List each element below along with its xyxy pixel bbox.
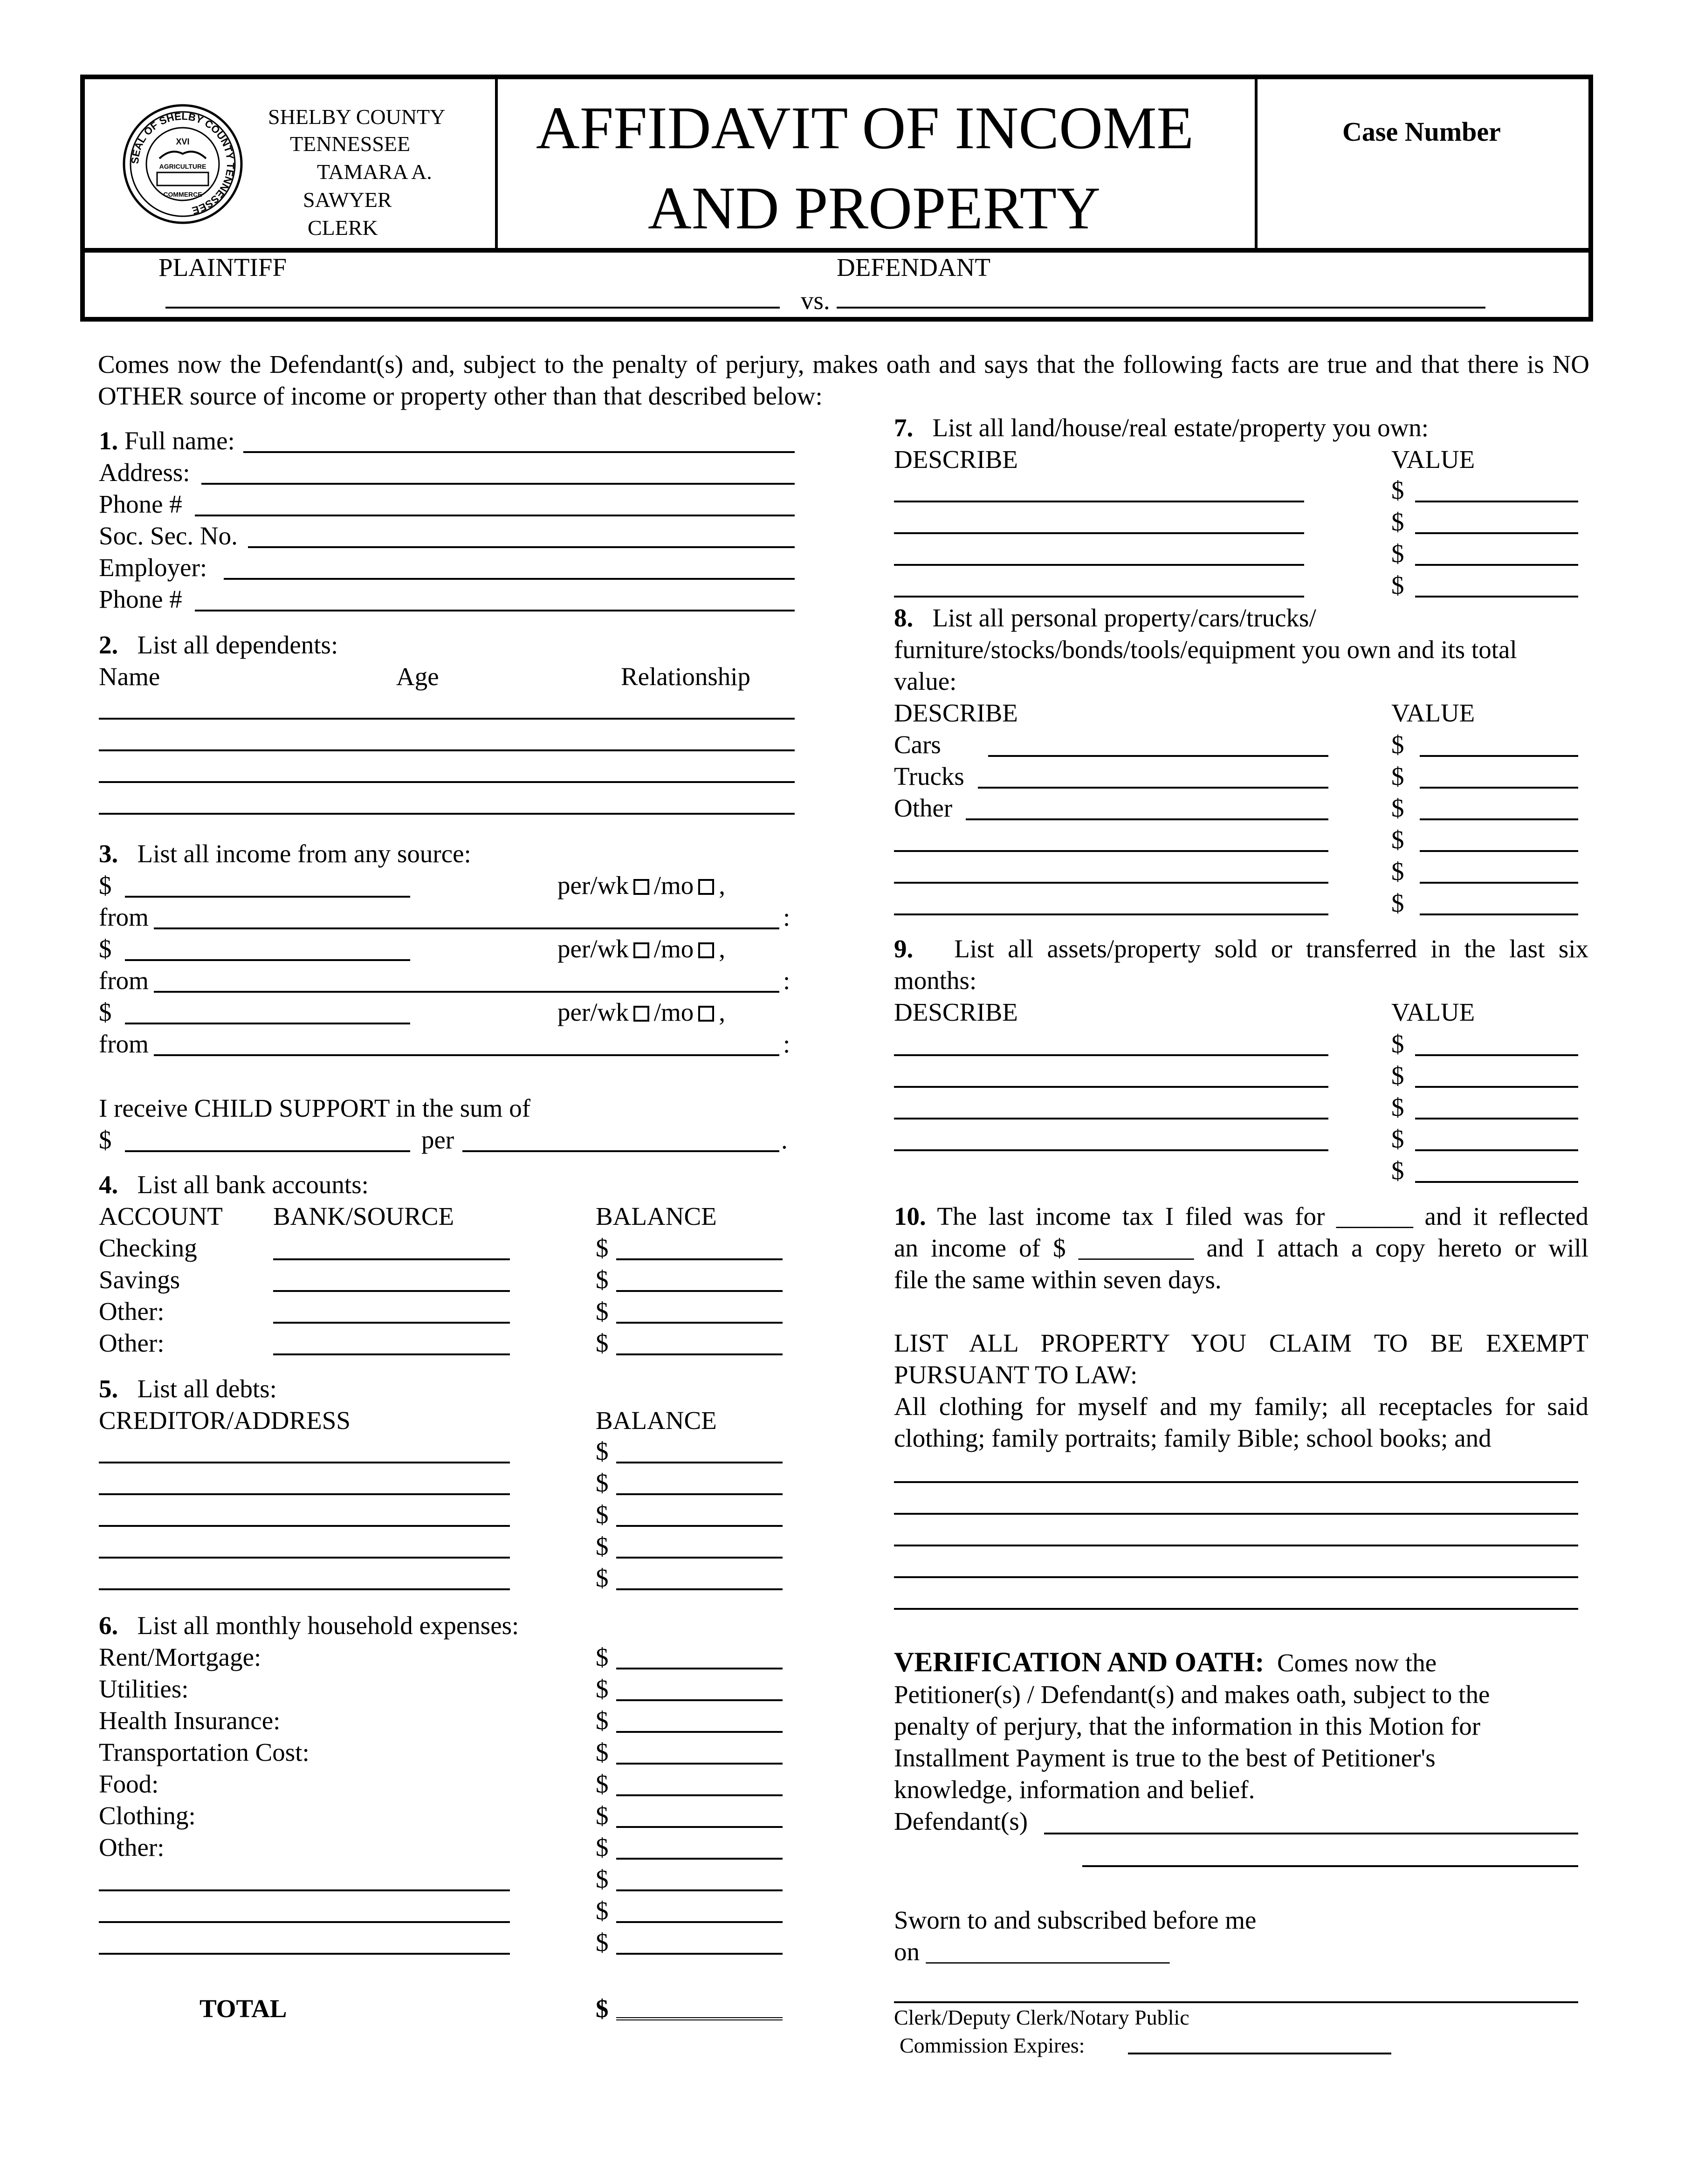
property-value-field[interactable] [1420, 850, 1578, 852]
case-number-label: Case Number [1342, 117, 1501, 147]
sold-asset-field[interactable] [894, 1054, 1328, 1056]
exempt-property-field[interactable] [894, 1513, 1578, 1515]
trucks-field[interactable] [978, 787, 1328, 789]
real-estate-value-field[interactable] [1415, 596, 1578, 598]
creditor-field[interactable] [99, 1462, 510, 1463]
debt-balance-field[interactable] [616, 1493, 783, 1495]
sold-asset-value-field[interactable] [1415, 1086, 1578, 1088]
county-name: SHELBY COUNTY [268, 105, 446, 129]
exempt-property-field[interactable] [894, 1576, 1578, 1578]
defendant-label: DEFENDANT [837, 253, 990, 282]
employer-phone-field[interactable] [195, 610, 795, 611]
child-support-amount-field[interactable] [125, 1150, 410, 1152]
property-describe-field[interactable] [894, 882, 1328, 884]
sold-asset-field[interactable] [894, 1149, 1328, 1151]
child-support-text: I receive CHILD SUPPORT in the sum of [99, 1094, 531, 1122]
commission-expires-field[interactable] [1128, 2053, 1391, 2054]
expense-amount-field[interactable] [616, 1921, 783, 1923]
per-month-checkbox[interactable] [698, 942, 714, 958]
page-title: AFFIDAVIT OF INCOME [536, 95, 1194, 162]
real-estate-describe-field[interactable] [894, 532, 1304, 534]
svg-text:AGRICULTURE: AGRICULTURE [159, 163, 206, 170]
food-field[interactable] [616, 1794, 783, 1796]
per-month-checkbox[interactable] [698, 1006, 714, 1022]
real-estate-value-field[interactable] [1415, 501, 1578, 502]
sold-asset-field[interactable] [894, 1118, 1328, 1119]
property-describe-field[interactable] [894, 850, 1328, 852]
clerk-last-name: SAWYER [303, 188, 392, 212]
trucks-value-field[interactable] [1420, 787, 1578, 789]
savings-balance-field[interactable] [616, 1290, 783, 1292]
clothing-field[interactable] [616, 1826, 783, 1828]
other-property-field[interactable] [966, 818, 1328, 820]
debt-balance-field[interactable] [616, 1557, 783, 1559]
income-amount-field[interactable] [125, 1023, 410, 1024]
other-property-value-field[interactable] [1420, 818, 1578, 820]
real-estate-value-field[interactable] [1415, 532, 1578, 534]
property-describe-field[interactable] [894, 913, 1328, 915]
per-month-checkbox[interactable] [698, 879, 714, 895]
defendant-signature-field-2[interactable] [1082, 1865, 1578, 1867]
dependent-row[interactable] [99, 781, 795, 783]
real-estate-describe-field[interactable] [894, 564, 1304, 566]
exempt-property-field[interactable] [894, 1481, 1578, 1483]
address-field[interactable] [201, 483, 795, 485]
page-title-line2: AND PROPERTY [648, 175, 1100, 242]
sold-asset-value-field[interactable] [1415, 1181, 1578, 1183]
health-insurance-field[interactable] [616, 1731, 783, 1733]
ssn-field[interactable] [248, 546, 795, 548]
child-support-period-field[interactable] [462, 1150, 779, 1152]
county-seal-icon [122, 103, 243, 225]
creditor-field[interactable] [99, 1525, 510, 1527]
svg-text:SEAL OF SHELBY COUNTY TENNESSE: SEAL OF SHELBY COUNTY TENNESSEE [129, 110, 237, 217]
other-balance-field[interactable] [616, 1353, 783, 1355]
total-label: TOTAL [199, 1994, 287, 2023]
real-estate-describe-field[interactable] [894, 596, 1304, 598]
expense-name-field[interactable] [99, 1921, 510, 1923]
debt-balance-field[interactable] [616, 1588, 783, 1590]
real-estate-value-field[interactable] [1415, 564, 1578, 566]
creditor-field[interactable] [99, 1493, 510, 1495]
cars-value-field[interactable] [1420, 755, 1578, 757]
utilities-field[interactable] [616, 1699, 783, 1701]
creditor-field[interactable] [99, 1557, 510, 1559]
state-name: TENNESSEE [290, 132, 411, 156]
per-week-checkbox[interactable] [633, 879, 649, 895]
other-balance-field[interactable] [616, 1322, 783, 1324]
checking-balance-field[interactable] [616, 1258, 783, 1260]
notary-signature-field[interactable] [894, 2001, 1578, 2003]
exempt-property-field[interactable] [894, 1545, 1578, 1546]
creditor-field[interactable] [99, 1588, 510, 1590]
clerk-first-name: TAMARA A. [317, 160, 432, 184]
vs-label: vs. [801, 286, 830, 315]
income-source-field[interactable] [154, 991, 779, 993]
income-amount-field[interactable] [125, 896, 410, 898]
other-bank-field[interactable] [273, 1322, 510, 1324]
dependent-row[interactable] [99, 749, 795, 751]
cars-field[interactable] [988, 755, 1328, 757]
property-value-field[interactable] [1420, 882, 1578, 884]
expense-amount-field[interactable] [616, 1889, 783, 1891]
defendant-signature-field[interactable] [1044, 1833, 1578, 1834]
clerk-title: CLERK [308, 216, 378, 240]
employer-field[interactable] [224, 578, 795, 580]
transportation-field[interactable] [616, 1763, 783, 1765]
sworn-date-field[interactable]: on ___________________ [894, 1937, 1170, 1966]
exempt-heading: LIST ALL PROPERTY YOU CLAIM TO BE EXEMPT [894, 1329, 1588, 1357]
plaintiff-field[interactable] [165, 307, 780, 309]
other-bank-field[interactable] [273, 1353, 510, 1355]
property-value-field[interactable] [1420, 913, 1578, 915]
sold-asset-value-field[interactable] [1415, 1149, 1578, 1151]
oath-heading: VERIFICATION AND OATH: [894, 1647, 1265, 1677]
income-source-field[interactable] [154, 927, 779, 929]
intro-text: Comes now the Defendant(s) and, subject to the penalty of perjury, makes oath and says that the following facts are true and that there is NO OTHER source of income or property other than that described below: [98, 350, 1589, 410]
dependent-row[interactable] [99, 718, 795, 720]
phone-field[interactable] [195, 515, 795, 516]
dependent-row[interactable] [99, 813, 795, 815]
sold-asset-value-field[interactable] [1415, 1054, 1578, 1056]
expense-name-field[interactable] [99, 1889, 510, 1891]
per-week-checkbox[interactable] [633, 942, 649, 958]
exempt-property-field[interactable] [894, 1608, 1578, 1610]
defendant-field[interactable] [837, 307, 1485, 309]
expense-name-field[interactable] [99, 1953, 510, 1955]
income-source-field[interactable] [154, 1054, 779, 1056]
other-expense-field[interactable] [616, 1858, 783, 1860]
sold-asset-field[interactable] [894, 1086, 1328, 1088]
svg-text:XVI: XVI [176, 137, 190, 146]
savings-bank-field[interactable] [273, 1290, 510, 1292]
total-field[interactable] [616, 2017, 783, 2020]
debt-balance-field[interactable] [616, 1525, 783, 1527]
income-amount-field[interactable] [125, 959, 410, 961]
plaintiff-label: PLAINTIFF [158, 253, 287, 282]
svg-text:COMMERCE: COMMERCE [163, 191, 202, 198]
per-week-checkbox[interactable] [633, 1006, 649, 1022]
debt-balance-field[interactable] [616, 1462, 783, 1463]
checking-bank-field[interactable] [273, 1258, 510, 1260]
expense-amount-field[interactable] [616, 1953, 783, 1955]
rent-field[interactable] [616, 1668, 783, 1669]
sold-asset-value-field[interactable] [1415, 1118, 1578, 1119]
full-name-field[interactable] [243, 451, 795, 453]
real-estate-describe-field[interactable] [894, 501, 1304, 502]
